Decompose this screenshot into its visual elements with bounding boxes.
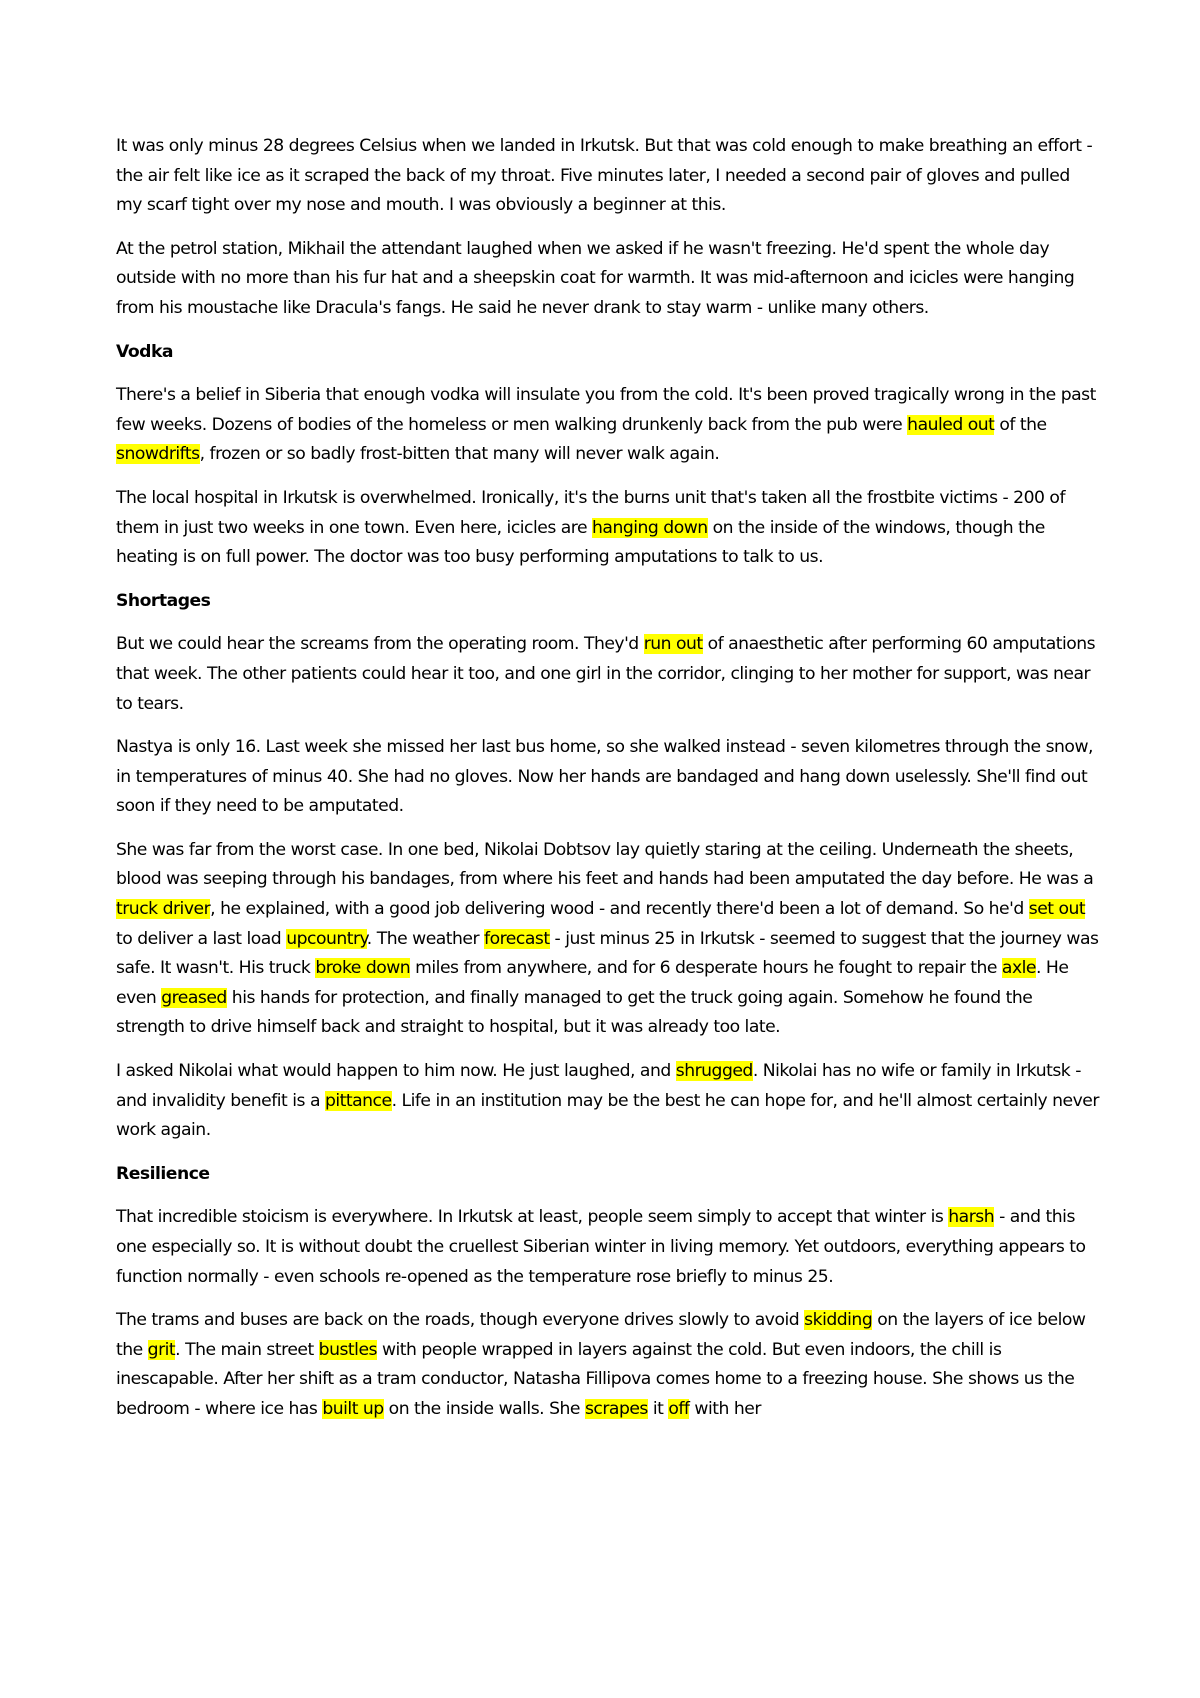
highlighted-vocabulary: upcountry	[286, 928, 367, 949]
paragraph	[116, 381, 1100, 470]
text-run: . The main street	[175, 1339, 319, 1360]
paragraph	[116, 733, 1100, 822]
highlighted-vocabulary: built up	[322, 1398, 384, 1419]
text-run: Vodka	[116, 341, 174, 362]
text-run: with her	[689, 1398, 761, 1419]
paragraph	[116, 1057, 1100, 1146]
highlighted-vocabulary: pittance	[324, 1090, 392, 1111]
text-run: miles from anywhere, and for 6 desperate hours he fought to repair the	[410, 958, 1002, 979]
text-run: it	[647, 1398, 669, 1419]
paragraph	[116, 836, 1100, 1043]
highlighted-vocabulary: off	[668, 1398, 690, 1419]
highlighted-vocabulary: hanging down	[592, 517, 708, 538]
text-run: Shortages	[116, 590, 211, 611]
text-run: of anaesthetic after performing 60 amputations that week. The other patients could hear it too, and one girl in the corridor, clinging to her mother for support, was near to tears.	[116, 634, 1096, 714]
section-heading	[116, 1160, 1100, 1190]
paragraph	[116, 235, 1100, 324]
highlighted-vocabulary: shrugged	[675, 1061, 753, 1082]
paragraph	[116, 1203, 1100, 1292]
highlighted-vocabulary: skidding	[804, 1310, 873, 1331]
text-run: . Nikolai has no wife or family in Irkutsk - and invalidity benefit is a	[116, 1061, 1081, 1111]
text-run: But we could hear the screams from the operating room. They'd	[116, 634, 644, 655]
text-run: There's a belief in Siberia that enough vodka will insulate you from the cold. It's been proved tragically wrong in the past few weeks. Dozens of bodies of the homeless or men walking drunkenly back from the pub were	[116, 385, 1096, 435]
paragraph	[116, 1306, 1100, 1424]
highlighted-vocabulary: forecast	[484, 928, 550, 949]
text-run: At the petrol station, Mikhail the attendant laughed when we asked if he wasn't freezing. He'd spent the whole day outside with no more than his fur hat and a sheepskin coat for warmth. It was mid-afternoon and icicles were hanging from his moustache like Dracula's fangs. He said he never drank to stay warm - unlike many others.	[116, 238, 1075, 318]
text-run: Nastya is only 16. Last week she missed her last bus home, so she walked instead - seven kilometres through the snow, in temperatures of minus 40. She had no gloves. Now her hands are bandaged and hang down uselessly. She'll find out soon if they need to be amputated.	[116, 737, 1093, 817]
text-run: . Life in an institution may be the best he can hope for, and he'll almost certainly never work again.	[116, 1090, 1099, 1141]
text-run: - and this one especially so. It is without doubt the cruellest Siberian winter in living memory. Yet outdoors, everything appears to function normally - even schools re-opened as the temperature rose briefly to minus 25.	[116, 1207, 1086, 1287]
highlighted-vocabulary: bustles	[318, 1339, 377, 1360]
highlighted-vocabulary: axle	[1001, 958, 1036, 979]
paragraph	[116, 484, 1100, 573]
highlighted-vocabulary: greased	[161, 987, 227, 1008]
text-run: with people wrapped in layers against the cold. But even indoors, the chill is inescapable. After her shift as a tram conductor, Natasha Fillipova comes home to a freezing house. She shows us the bedroom - where ice has	[116, 1339, 1075, 1419]
document-body	[116, 132, 1100, 1439]
highlighted-vocabulary: grit	[147, 1339, 176, 1360]
text-run: The trams and buses are back on the roads, though everyone drives slowly to avoid	[116, 1310, 805, 1331]
text-run: of the	[994, 414, 1047, 435]
highlighted-vocabulary: harsh	[948, 1207, 995, 1228]
highlighted-vocabulary: set out	[1028, 899, 1086, 920]
paragraph	[116, 132, 1100, 221]
text-run: his hands for protection, and finally managed to get the truck going again. Somehow he found the strength to drive himself back and straight to hospital, but it was already too late.	[116, 987, 1033, 1038]
section-heading	[116, 338, 1100, 368]
highlighted-vocabulary: run out	[643, 634, 703, 655]
highlighted-vocabulary: snowdrifts	[116, 444, 200, 465]
text-run: It was only minus 28 degrees Celsius when we landed in Irkutsk. But that was cold enough to make breathing an effort - the air felt like ice as it scraped the back of my throat. Five minutes later, I needed a second pair of gloves and pulled my scarf tight over my nose and mouth. I was obviously a beginner at this.	[116, 136, 1093, 216]
paragraph	[116, 630, 1100, 719]
text-run: I asked Nikolai what would happen to him now. He just laughed, and	[116, 1061, 676, 1082]
text-run: to deliver a last load	[116, 928, 287, 949]
text-run: , he explained, with a good job delivering wood - and recently there'd been a lot of demand. So he'd	[210, 899, 1029, 920]
text-run: The local hospital in Irkutsk is overwhelmed. Ironically, it's the burns unit that's taken all the frostbite victims - 200 of them in just two weeks in one town. Even here, icicles are	[116, 487, 1066, 538]
text-run: . The weather	[366, 928, 485, 949]
highlighted-vocabulary: scrapes	[584, 1398, 648, 1419]
text-run: She was far from the worst case. In one bed, Nikolai Dobtsov lay quietly staring at the ceiling. Underneath the sheets, blood was seeping through his bandages, from where his feet and hands had been amputated the day before. He was a	[116, 839, 1094, 890]
highlighted-vocabulary: hauled out	[907, 414, 995, 435]
text-run: - just minus 25 in Irkutsk - seemed to suggest that the journey was safe. It wasn't. His truck	[116, 928, 1099, 979]
section-heading	[116, 587, 1100, 617]
text-run: . He even	[116, 958, 1069, 1008]
text-run: That incredible stoicism is everywhere. In Irkutsk at least, people seem simply to accept that winter is	[116, 1207, 949, 1228]
text-run: , frozen or so badly frost-bitten that many will never walk again.	[199, 444, 720, 465]
highlighted-vocabulary: broke down	[315, 958, 411, 979]
text-run: on the layers of ice below the	[116, 1310, 1086, 1360]
text-run: Resilience	[116, 1163, 210, 1184]
highlighted-vocabulary: truck driver	[116, 899, 211, 920]
text-run: on the inside of the windows, though the heating is on full power. The doctor was too busy performing amputations to talk to us.	[116, 517, 1045, 568]
text-run: on the inside walls. She	[383, 1398, 585, 1419]
